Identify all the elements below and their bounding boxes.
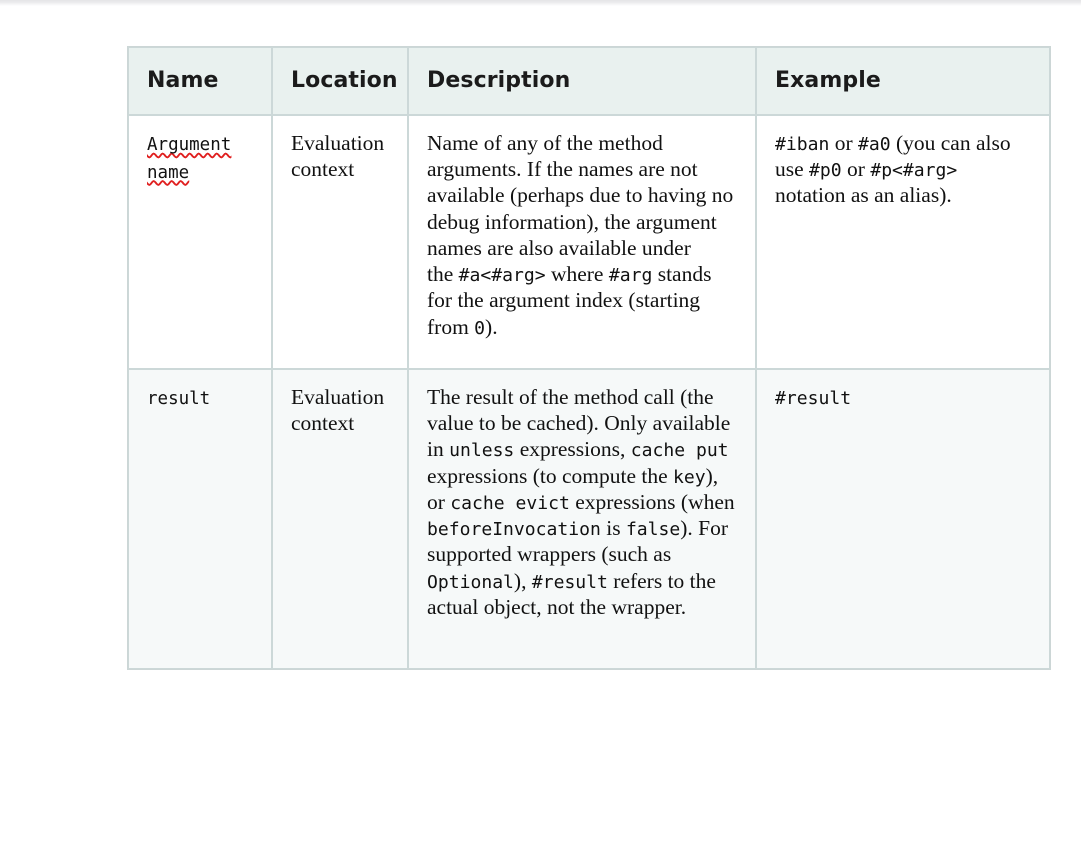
description-text: Name of any of the method arguments. If the names are not available (perhaps due to having no debug information), the argument names are also available under the #a<#arg> where #arg stands for the argument index (starting from 0).	[427, 131, 734, 339]
spellcheck-word: name	[147, 162, 190, 183]
inline-code: 0	[474, 317, 486, 339]
cell-description	[408, 115, 756, 369]
inline-code: #result	[531, 571, 608, 593]
cell-name	[128, 115, 272, 369]
table-header	[128, 47, 1050, 115]
inline-code: #arg	[608, 265, 653, 287]
inline-code: #result	[775, 388, 852, 409]
inline-code: false	[625, 519, 681, 541]
inline-code: cache put	[630, 440, 729, 462]
spellcheck-word: Argument	[147, 135, 232, 155]
column-header-example: Example	[756, 47, 1050, 115]
cell-example	[756, 115, 1050, 369]
spel-evaluation-context-table	[127, 46, 1051, 670]
column-header-name: Name	[128, 47, 272, 115]
cell-location: Evaluation context	[272, 115, 408, 369]
inline-code: beforeInvocation	[427, 519, 601, 541]
inline-code: #a<#arg>	[458, 265, 546, 287]
cell-name	[128, 369, 272, 669]
result-name-code: result	[147, 389, 211, 409]
inline-code: #iban	[775, 134, 830, 155]
inline-code: key	[673, 466, 706, 488]
inline-code: #a0	[858, 134, 891, 155]
cell-description	[408, 369, 756, 669]
table-container	[127, 46, 1049, 670]
cell-location: Evaluation context	[272, 369, 408, 669]
example-text	[775, 384, 1033, 410]
column-header-location: Location	[272, 47, 408, 115]
inline-code: #p<#arg>	[870, 160, 958, 182]
inline-code: #p0	[809, 160, 842, 182]
example-text: #iban or #a0 (you can also use #p0 or #p<#arg> notation as an alias).	[775, 131, 1011, 208]
table-row	[128, 115, 1050, 369]
cell-example	[756, 369, 1050, 669]
table-body	[128, 115, 1050, 669]
inline-code: unless	[449, 440, 515, 462]
table-row	[128, 369, 1050, 669]
inline-code: cache evict	[450, 492, 570, 514]
inline-code: Optional	[427, 571, 514, 593]
column-header-description: Description	[408, 47, 756, 115]
argument-name-code-spellchecked	[147, 135, 231, 183]
table-header-row	[128, 47, 1050, 115]
description-text: The result of the method call (the value to be cached). Only available in unless expressions, cache put expressions (to compute the key), or cache evict expressions (when beforeInvocation is false). For supported wrappers (such as Optional), #result refers to the actual object, not the wrapper.	[427, 385, 735, 619]
